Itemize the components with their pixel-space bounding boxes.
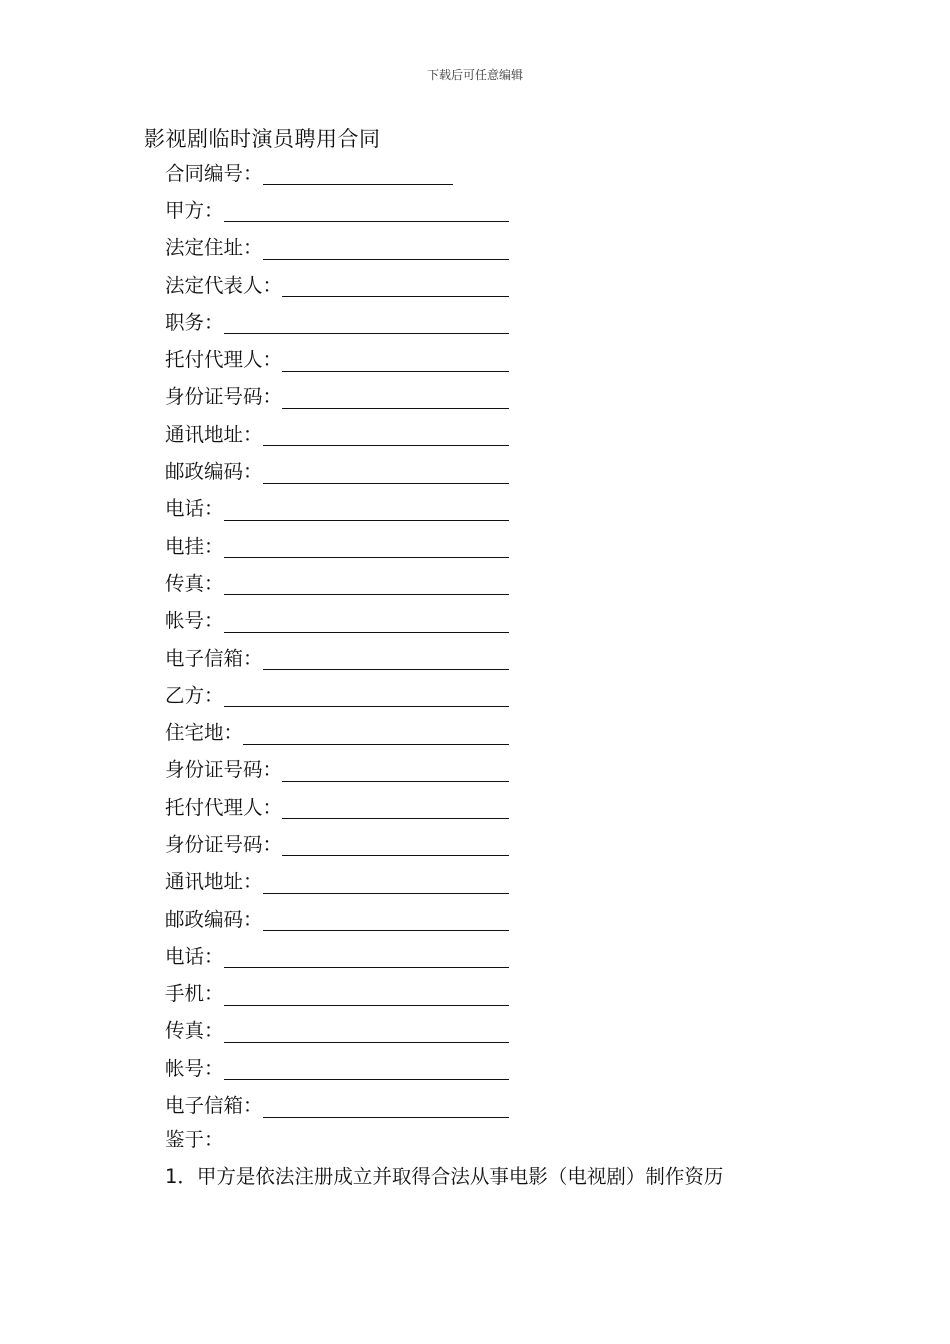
field-legal-address [165,228,525,265]
blank-line[interactable] [282,800,509,819]
field-label: 传真： [165,571,224,595]
field-residence [165,712,525,749]
contract-fields [165,153,525,1123]
field-label: 电挂： [165,534,224,558]
blank-line[interactable] [282,278,509,297]
field-account-b [165,1048,525,1085]
blank-line[interactable] [224,539,509,558]
field-position [165,302,525,339]
field-email-a [165,638,525,675]
blank-line[interactable] [263,166,453,185]
field-postal-code-b [165,899,525,936]
field-label: 电话： [165,944,224,968]
field-label: 住宅地： [165,721,244,745]
field-fax-a [165,563,525,600]
field-label: 通讯地址： [165,422,263,446]
blank-line[interactable] [263,465,509,484]
field-label: 职务： [165,310,224,334]
field-label: 身份证号码： [165,385,283,409]
field-label: 身份证号码： [165,832,283,856]
blank-line[interactable] [224,502,509,521]
blank-line[interactable] [263,427,509,446]
field-email-b [165,1085,525,1122]
clause-1: 1．甲方是依法注册成立并取得合法从事电影（电视剧）制作资历 [165,1165,724,1188]
blank-line[interactable] [224,688,509,707]
field-id-number-b [165,750,525,787]
blank-line[interactable] [263,912,509,931]
field-label: 合同编号： [165,161,263,185]
field-phone-b [165,936,525,973]
field-label: 帐号： [165,1056,224,1080]
field-telegram [165,526,525,563]
field-agent-id-number-b [165,824,525,861]
blank-line[interactable] [282,837,509,856]
field-label: 甲方： [165,198,224,222]
field-account-a [165,601,525,638]
blank-line[interactable] [224,614,509,633]
field-party-b [165,675,525,712]
blank-line[interactable] [224,1061,509,1080]
header-note: 下载后可任意编辑 [426,68,523,82]
blank-line[interactable] [282,390,509,409]
field-label: 邮政编码： [165,460,263,484]
blank-line[interactable] [282,763,509,782]
field-mailing-address-b [165,862,525,899]
field-label: 电子信箱： [165,1094,263,1118]
blank-line[interactable] [224,949,509,968]
field-label: 法定代表人： [165,273,283,297]
field-id-number-a [165,377,525,414]
field-label: 身份证号码： [165,758,283,782]
field-fax-b [165,1011,525,1048]
blank-line[interactable] [224,576,509,595]
field-mobile-b [165,974,525,1011]
field-label: 托付代理人： [165,348,283,372]
field-label: 手机： [165,982,224,1006]
field-postal-code-a [165,451,525,488]
field-legal-representative [165,265,525,302]
blank-line[interactable] [224,987,509,1006]
field-label: 通讯地址： [165,870,263,894]
field-label: 传真： [165,1019,224,1043]
blank-line[interactable] [243,726,509,745]
field-label: 乙方： [165,683,224,707]
blank-line[interactable] [224,315,509,334]
field-label: 帐号： [165,609,224,633]
blank-line[interactable] [224,203,509,222]
recital-heading: 鉴于： [165,1128,224,1151]
blank-line[interactable] [263,651,509,670]
field-phone-a [165,489,525,526]
field-label: 托付代理人： [165,795,283,819]
field-contract-number [165,153,525,190]
document-title: 影视剧临时演员聘用合同 [144,127,381,151]
blank-line[interactable] [224,1024,509,1043]
field-mailing-address-a [165,414,525,451]
blank-line[interactable] [263,1099,509,1118]
blank-line[interactable] [263,241,509,260]
field-agent-b [165,787,525,824]
blank-line[interactable] [263,875,509,894]
field-party-a [165,190,525,227]
field-agent-a [165,339,525,376]
field-label: 法定住址： [165,236,263,260]
field-label: 电子信箱： [165,646,263,670]
field-label: 电话： [165,497,224,521]
field-label: 邮政编码： [165,907,263,931]
blank-line[interactable] [282,353,509,372]
